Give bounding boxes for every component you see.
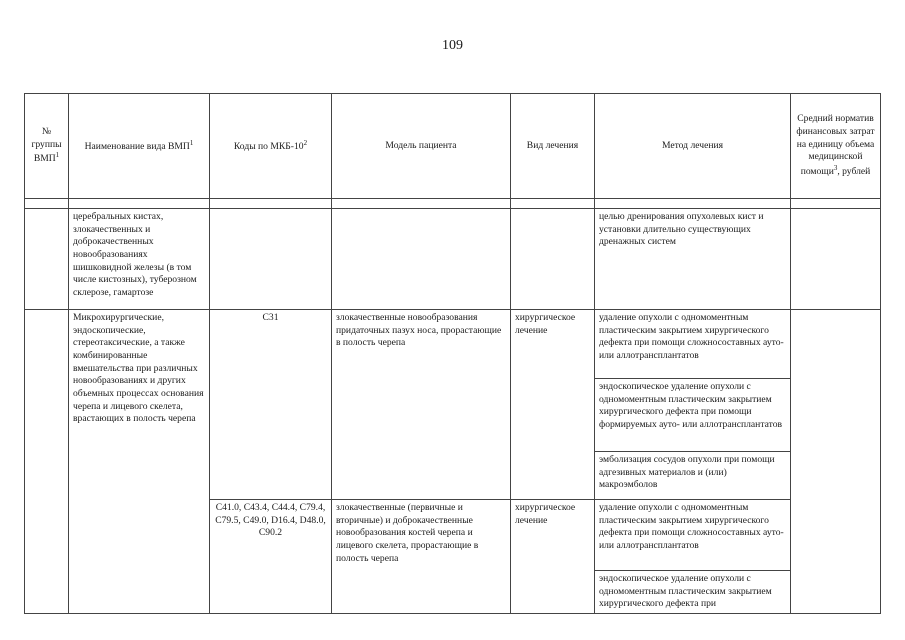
header-group-number: № группы ВМП$^1$	[25, 94, 69, 199]
method-cell: эмболизация сосудов опухоли при помощи адгезивных материалов и (или) макроэмболов	[595, 452, 791, 500]
header-patient-model: Модель пациента	[332, 94, 511, 199]
icd-codes-cell: C41.0, C43.4, C44.4, C79.4, C79.5, C49.0, D16.4, D48.0, C90.2	[210, 500, 332, 614]
header-treatment-type: Вид лечения	[511, 94, 595, 199]
vmp-table	[24, 93, 881, 614]
icd-codes-cell: C31	[210, 310, 332, 500]
method-cell: эндоскопическое удаление опухоли с одномоментным пластическим закрытием хирургического дефекта при	[595, 571, 791, 614]
table-row	[25, 209, 881, 310]
table-row	[25, 310, 881, 379]
patient-model-cell: злокачественные новообразования придаточных пазух носа, прорастающие в полость черепа	[332, 310, 511, 500]
header-icd-codes: Коды по МКБ-$10^2$	[210, 94, 332, 199]
vmp-name-cell: Микрохирургические, эндоскопические, стереотаксические, а также комбинированные вмешательства при различных новообразованиях и других объемных процессах основания черепа и лицевого скелета, врастающих в полость черепа	[69, 310, 210, 614]
vmp-name-cell: церебральных кистах, злокачественных и доброкачественных новообразованиях шишковидной железы (в том числе кистозных), туберозном склерозе, гамартозе	[69, 209, 210, 310]
method-cell: целью дренирования опухолевых кист и установки длительно существующих дренажных систем	[595, 209, 791, 310]
header-cost-standard: Средний норматив финансовых затрат на единицу объема медицинской помощи$^3$, рублей	[791, 94, 881, 199]
method-cell: удаление опухоли с одномоментным пластическим закрытием хирургического дефекта при помощи сложносоставных ауто- или аллотрансплантатов	[595, 500, 791, 571]
column-number-row	[25, 199, 881, 209]
header-vmp-name: Наименование вида ВМП$^1$	[69, 94, 210, 199]
patient-model-cell: злокачественные (первичные и вторичные) и доброкачественные новообразования костей черепа и лицевого скелета, прорастающие в полость черепа	[332, 500, 511, 614]
header-treatment-method: Метод лечения	[595, 94, 791, 199]
method-cell: эндоскопическое удаление опухоли с одномоментным пластическим закрытием хирургического дефекта при помощи формируемых ауто- или аллотрансплантатов	[595, 379, 791, 452]
method-cell: удаление опухоли с одномоментным пластическим закрытием хирургического дефекта при помощи сложносоставных ауто- или аллотрансплантатов	[595, 310, 791, 379]
page-number: 109	[442, 38, 463, 53]
table-header-row	[25, 94, 881, 199]
treatment-type-cell: хирургическое лечение	[511, 310, 595, 500]
treatment-type-cell: хирургическое лечение	[511, 500, 595, 614]
